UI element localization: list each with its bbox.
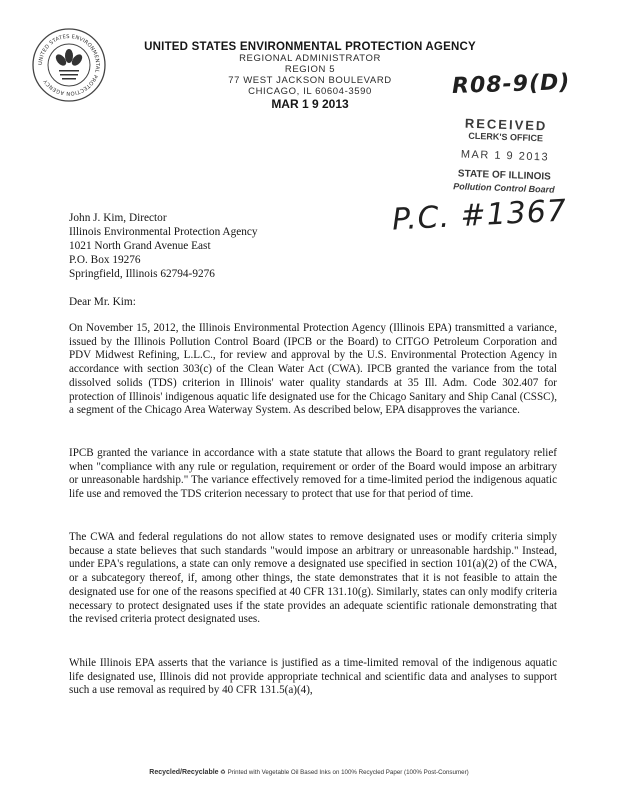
recipient-address	[69, 211, 258, 281]
recipient-city: Springfield, Illinois 62794-9276	[69, 268, 215, 280]
body-paragraph: IPCB granted the variance in accordance with a state statute that allows the Board to grant regulatory relief when "compliance with any rule or regulation, requirement or order of the Board would impose an arbitrary or unreasonable hardship." The variance effectively removed for a time-limited period the indigenous aquatic life use and removed the TDS criterion necessary to protect that use for that period of time.	[69, 447, 557, 501]
office-title: REGIONAL ADMINISTRATOR	[239, 53, 381, 64]
handwritten-docket-number: R08-9(D)	[451, 69, 571, 100]
received-stamp	[429, 115, 582, 197]
stamp-state: STATE OF ILLINOIS	[457, 168, 551, 183]
epa-seal	[30, 26, 108, 104]
street-line: 77 WEST JACKSON BOULEVARD	[228, 75, 392, 86]
letterhead	[140, 42, 480, 110]
recipient-name: John J. Kim, Director	[69, 212, 167, 224]
recycle-icon: ♻	[220, 769, 226, 776]
body-paragraph: The CWA and federal regulations do not allow states to remove designated uses or modify criteria simply because a state believes that such standards "would impose an arbitrary or unreasonable hardship." Instead, under EPA's regulations, a state can only remove a designated use specified in section 101(a)(2) of the CWA, or a subcategory thereof, if, among other things, the state demonstrates that it is not feasible to attain the designated use for one of the reasons specified at 40 CFR 131.10(g). Similarly, states can only modify criteria necessary to protect designated uses if the state provides an adequate scientific rationale demonstrating that the revised criteria protect designated uses.	[69, 531, 557, 626]
letter-date: MAR 1 9 2013	[271, 97, 349, 111]
recipient-box: P.O. Box 19276	[69, 254, 141, 266]
flower-emblem-icon	[54, 49, 84, 80]
footer-recycled-label: Recycled/Recyclable	[149, 769, 219, 776]
agency-name: UNITED STATES ENVIRONMENTAL PROTECTION AGENCY	[144, 41, 476, 53]
stamp-received: RECEIVED	[464, 115, 548, 134]
stamp-office: CLERK'S OFFICE	[468, 130, 544, 144]
body-paragraph: While Illinois EPA asserts that the variance is justified as a time-limited removal of the indigenous aquatic life designated use, Illinois did not provide appropriate technical and scientific data and analyses to support such a use removal as required by 40 CFR 131.5(a)(4),	[69, 657, 557, 697]
svg-text:UNITED STATES ENVIRONMENTAL PR	[38, 34, 100, 96]
city-line: CHICAGO, IL 60604-3590	[248, 86, 372, 97]
recipient-street: 1021 North Grand Avenue East	[69, 240, 211, 252]
stamp-board: Pollution Control Board	[453, 181, 555, 195]
body-paragraph: On November 15, 2012, the Illinois Environmental Protection Agency (Illinois EPA) transmitted a variance, issued by the Illinois Pollution Control Board (IPCB or the Board) to CITGO Petroleum Corporation and PDV Midwest Refining, L.L.C., for review and approval by the U.S. Environmental Protection Agency in accordance with section 303(c) of the Clean Water Act (CWA). IPCB granted the variance from the total dissolved solids (TDS) criterion in Illinois' water quality standards at 35 Ill. Adm. Code 302.407 for protection of Illinois' indigenous aquatic life designated use for the Chicago Sanitary and Ship Canal (CSSC), a segment of the Chicago Area Waterway System. As described below, EPA disapproves the variance.	[69, 322, 557, 417]
recipient-org: Illinois Environmental Protection Agency	[69, 226, 258, 238]
footer	[0, 769, 618, 776]
region-line: REGION 5	[284, 64, 336, 75]
seal-text: UNITED STATES ENVIRONMENTAL PROTECTION AGENCY	[37, 33, 101, 97]
handwritten-pc-number: P.C. #1367	[391, 193, 568, 238]
stamp-date: MAR 1 9 2013	[460, 148, 550, 164]
salutation: Dear Mr. Kim:	[69, 296, 136, 308]
footer-text: Printed with Vegetable Oil Based Inks on 100% Recycled Paper (100% Post-Consumer)	[227, 769, 469, 776]
